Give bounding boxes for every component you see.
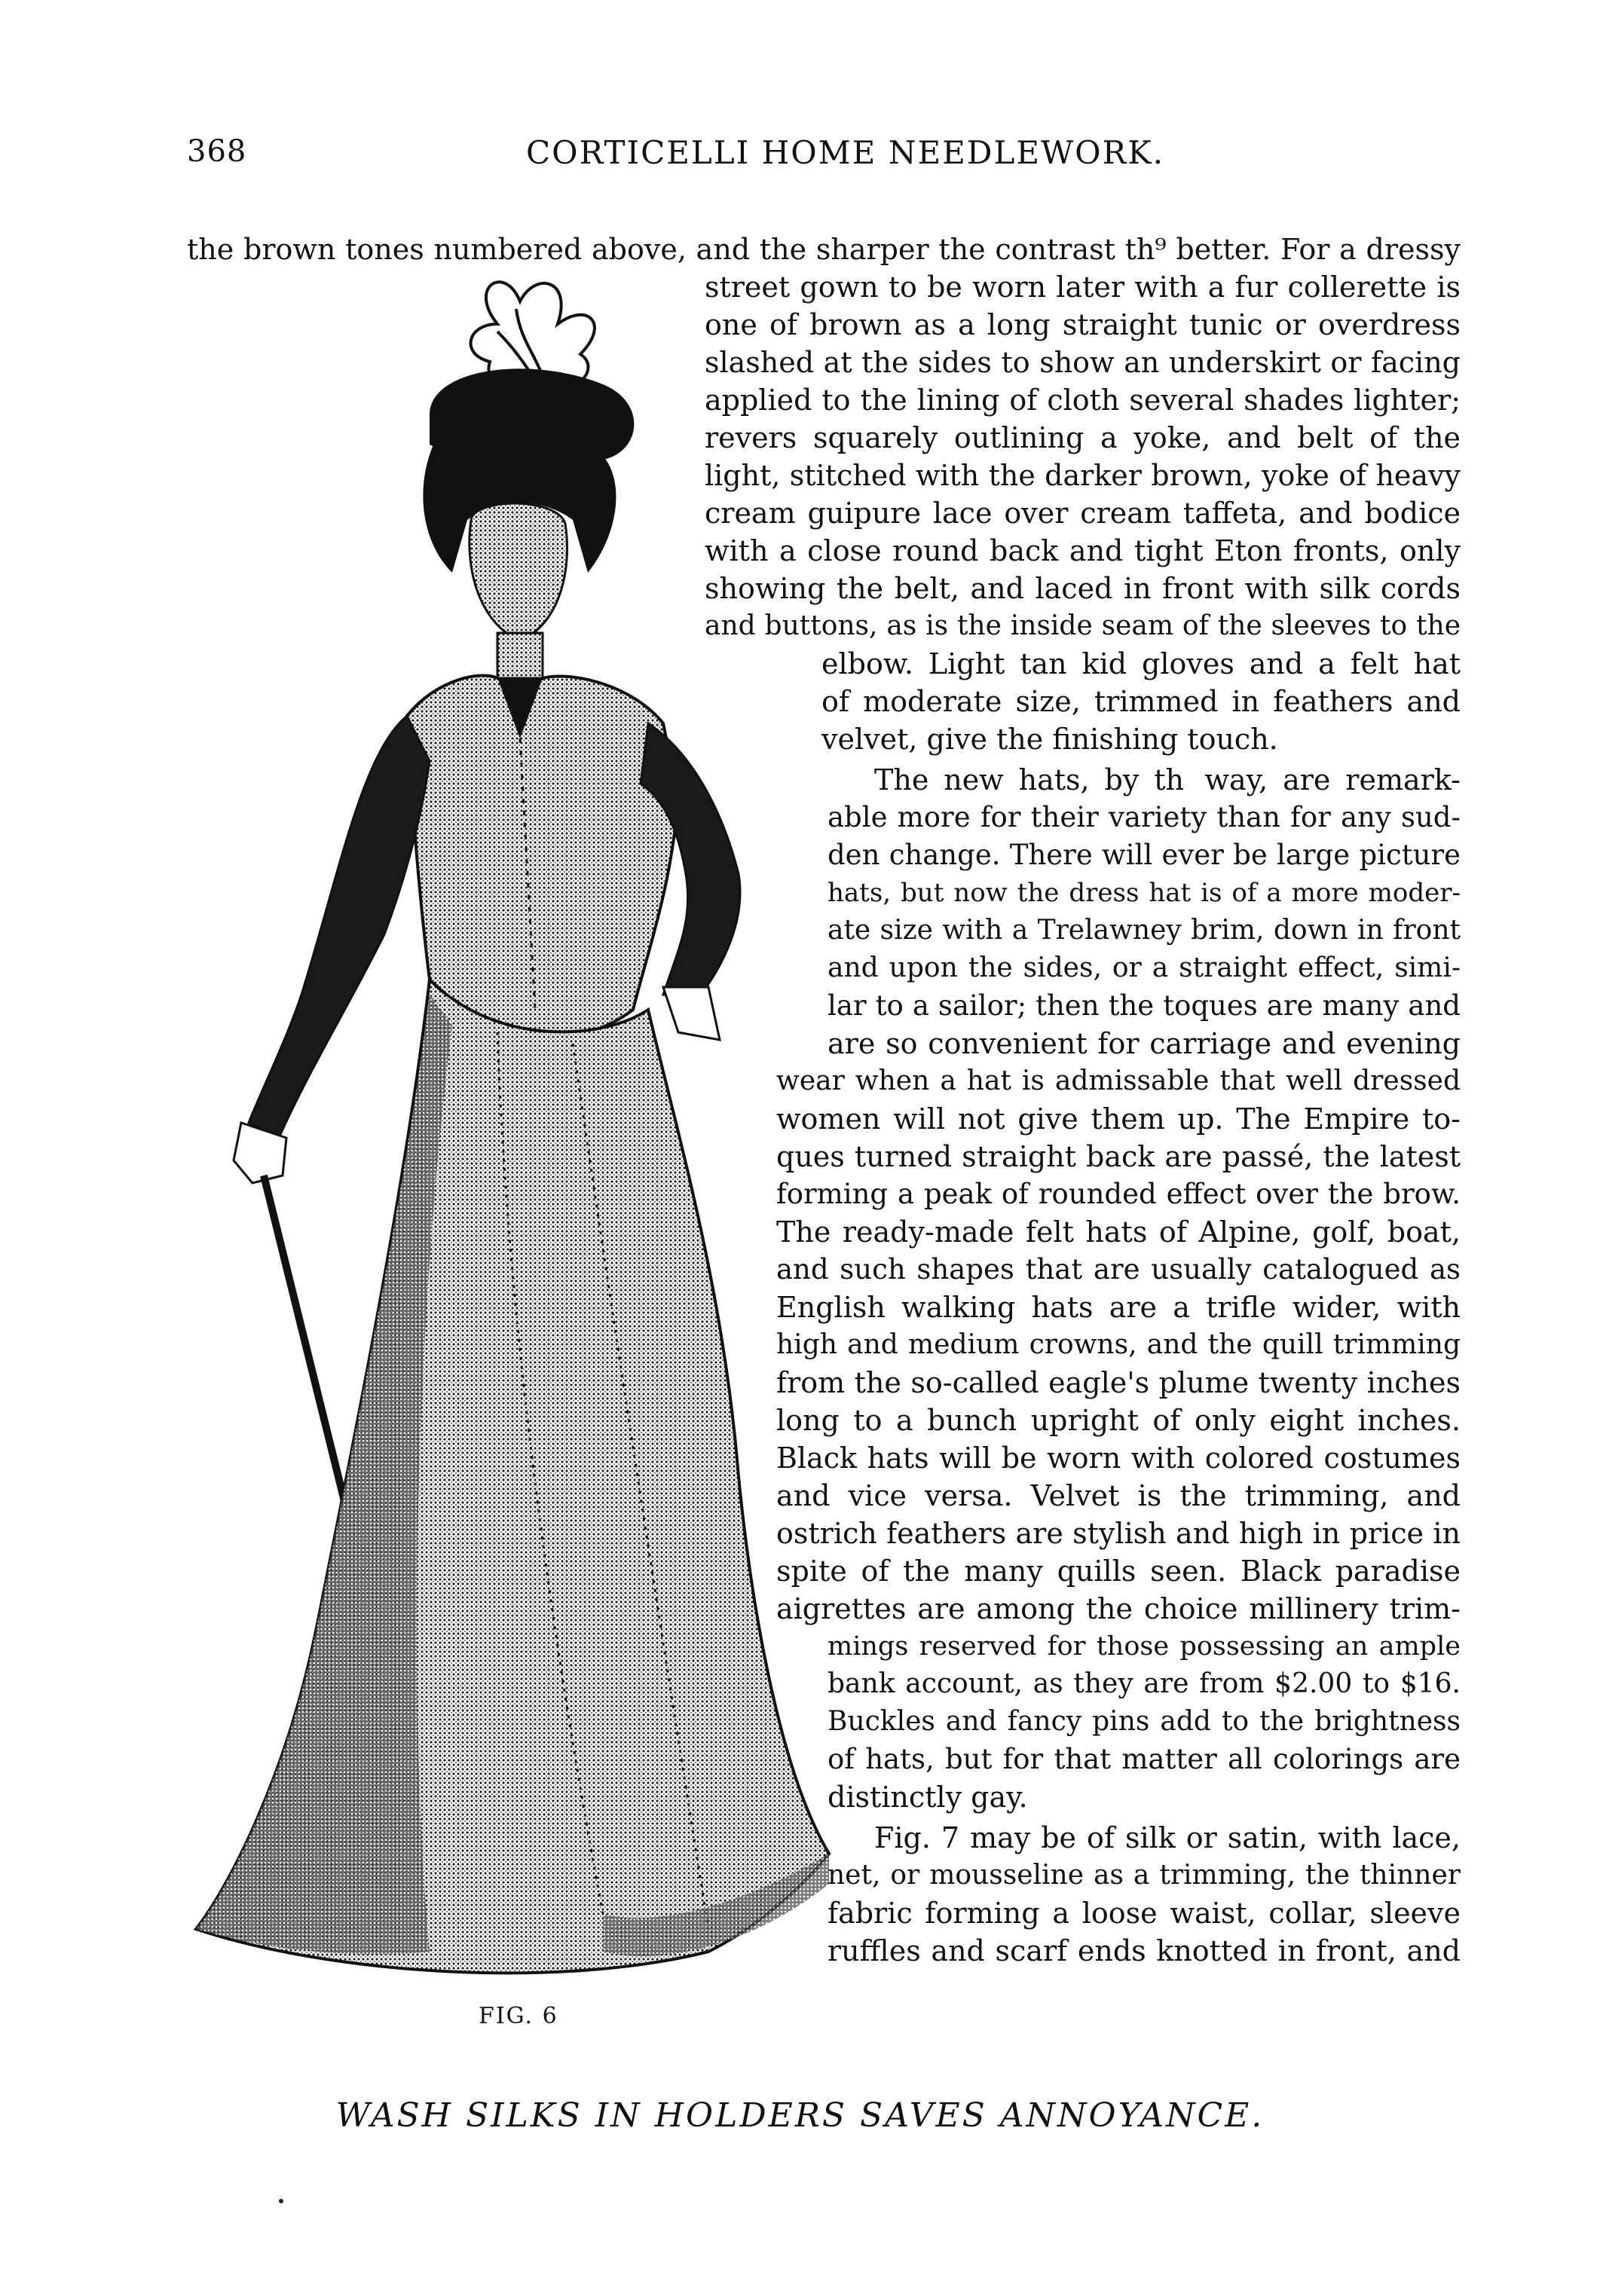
text-line: Buckles and fancy pins add to the brightness [828,1706,1461,1737]
text-line: Black hats will be worn with colored costumes [776,1441,1461,1475]
text-line: one of brown as a long straight tunic or overdress [705,308,1461,341]
text-line: bank account, as they are from $2.00 to $16. [828,1668,1461,1699]
text-line: ate size with a Trelawney brim, down in front [828,915,1461,946]
text-line: The new hats, by th way, are remark- [874,763,1461,796]
text-line: able more for their variety than for any sud- [828,801,1461,833]
text-line: women will not give them up. The Empire to- [776,1102,1461,1136]
text-line: and upon the sides, or a straight effect, simi- [828,952,1461,983]
text-line: ruffles and scarf ends knotted in front, and [828,1934,1461,1967]
text-line: applied to the lining of cloth several shades lighter; [705,384,1461,417]
text-line: showing the belt, and laced in front with silk cords [705,572,1461,605]
text-line: distinctly gay. [828,1781,1028,1814]
footer-slogan: WASH SILKS IN HOLDERS SAVES ANNOYANCE. [335,2096,1265,2135]
text-line: fabric forming a loose waist, collar, sleeve [828,1897,1461,1930]
text-line: spite of the many quills seen. Black paradise [776,1555,1461,1588]
text-line: are so convenient for carriage and evening [828,1027,1461,1060]
text-line: of hats, but for that matter all colorings are [828,1743,1461,1775]
text-line: The ready-made felt hats of Alpine, golf, boat, [776,1215,1461,1249]
text-line: street gown to be worn later with a fur collerette is [705,271,1461,304]
bodice [407,676,678,1039]
text-line: from the so-called eagle's plume twenty inches [776,1366,1461,1399]
text-line: Fig. 7 may be of silk or satin, with lace, [874,1821,1461,1854]
text-line: den change. There will ever be large picture [828,839,1461,871]
figure-caption: FIG. 6 [479,2003,558,2029]
text-line: with a close round back and tight Eton fronts, only [705,534,1461,567]
text-line: lar to a sailor; then the toques are many and [828,989,1461,1022]
text-line: ques turned straight back are passé, the latest [776,1140,1461,1173]
text-line: and buttons, as is the inside seam of the sleeves to the [705,610,1461,641]
text-line: light, stitched with the darker brown, yoke of heavy [705,459,1461,492]
text-line: cream guipure lace over cream taffeta, and bodice [705,497,1461,530]
text-line: elbow. Light tan kid gloves and a felt hat [821,647,1461,680]
text-line: slashed at the sides to show an underskirt or facing [705,346,1461,379]
text-line: mings reserved for those possessing an ample [828,1631,1461,1662]
print-speck [279,2199,283,2203]
text-line: velvet, give the finishing touch. [821,723,1278,756]
text-line: the brown tones numbered above, and the sharper the contrast th⁹ better. For a dressy [187,233,1461,266]
text-line: and vice versa. Velvet is the trimming, and [776,1479,1461,1512]
page-number: 368 [187,134,247,169]
text-line: long to a bunch upright of only eight inches. [776,1404,1461,1437]
text-line: and such shapes that are usually catalogued as [776,1253,1461,1286]
text-line: English walking hats are a trifle wider, with [776,1291,1461,1324]
face [470,503,567,640]
text-line: high and medium crowns, and the quill trimming [776,1329,1461,1360]
text-line: net, or mousseline as a trimming, the thinner [828,1860,1461,1891]
text-line: ostrich feathers are stylish and high in price in [776,1517,1461,1550]
text-line: of moderate size, trimmed in feathers and [821,685,1461,718]
text-line: hats, but now the dress hat is of a more moder- [828,878,1461,908]
text-line: revers squarely outlining a yoke, and belt of the [705,421,1461,454]
text-line: forming a peak of rounded effect over the brow. [776,1178,1461,1210]
text-line: wear when a hat is admissable that well dressed [776,1065,1461,1096]
left-arm [249,716,430,1138]
text-line: aigrettes are among the choice millinery trim- [776,1592,1461,1625]
running-title: CORTICELLI HOME NEEDLEWORK. [526,134,1164,171]
